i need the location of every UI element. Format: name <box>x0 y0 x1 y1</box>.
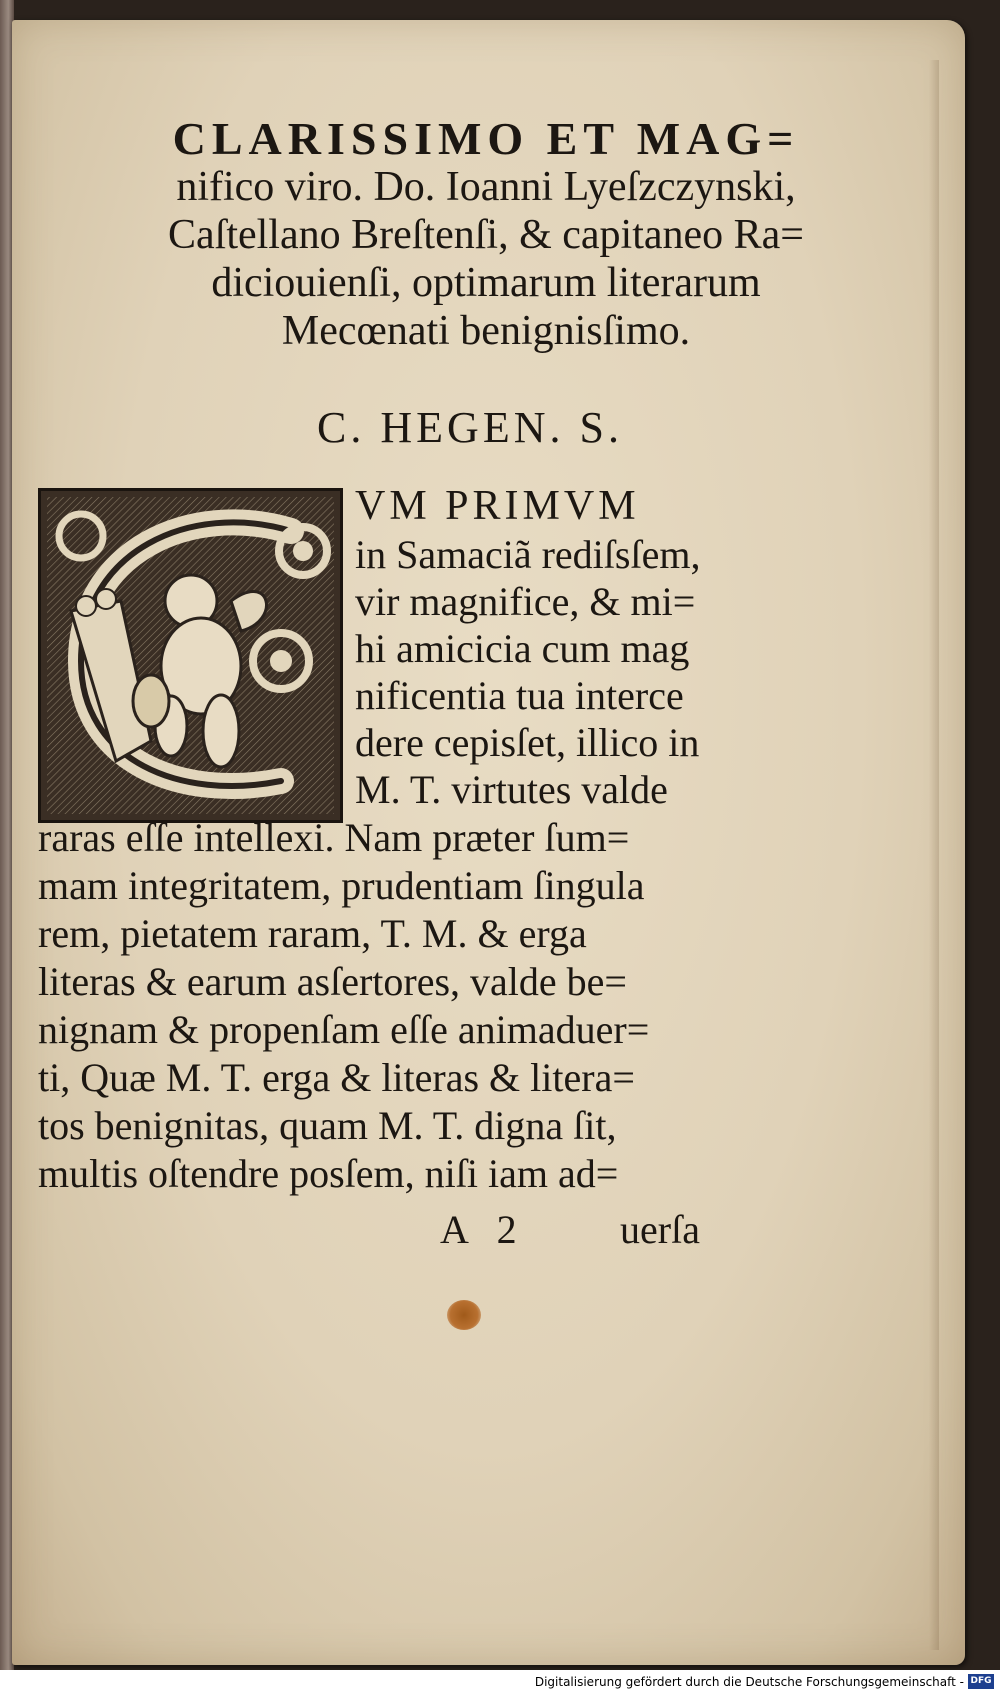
text-line-8: raras eſſe intellexi. Nam præter ſum= <box>38 815 630 860</box>
text-line-3: vir magnifice, & mi= <box>355 579 696 624</box>
ink-stain <box>447 1300 481 1330</box>
text-line-11: literas & earum asſertores, valde be= <box>38 959 627 1004</box>
text-line-7: M. T. virtutes valde <box>355 767 668 812</box>
heading-line-4: diciouienſi, optimarum literarum <box>211 260 761 306</box>
footer-credit: Digitalisierung gefördert durch die Deutsche Forschungsgemeinschaft - <box>534 1675 964 1689</box>
footer-bar <box>0 1670 1000 1695</box>
text-line-15: multis oſtendre posſem, niſi iam ad= <box>38 1151 619 1196</box>
decorated-initial-woodcut <box>38 488 343 823</box>
heading-line-5: Mecœnati benignisſimo. <box>281 308 691 354</box>
text-line-14: tos benignitas, quam M. T. digna ſit, <box>38 1103 617 1148</box>
text-line-13: ti, Quæ M. T. erga & literas & litera= <box>38 1055 635 1100</box>
catchword: uerſa <box>620 1207 700 1252</box>
dfg-logo: DFG <box>968 1674 994 1689</box>
woodcut-illustration <box>41 491 340 820</box>
heading-line-1: CLARISSIMO ET MAG= <box>172 113 800 164</box>
text-line-12: nignam & propenſam eſſe animaduer= <box>38 1007 650 1052</box>
greeting: C. HEGEN. S. <box>317 403 623 452</box>
text-line-4: hi amicicia cum mag <box>355 626 690 671</box>
heading-line-2: nifico viro. Do. Ioanni Lyeſzczynski, <box>176 164 796 210</box>
heading-line-3: Caſtellano Breſtenſi, & capitaneo Ra= <box>168 212 804 258</box>
text-line-10: rem, pietatem raram, T. M. & erga <box>38 911 587 956</box>
signature-mark: A 2 <box>440 1207 527 1252</box>
text-line-2: in Samaciã rediſsſem, <box>355 532 701 577</box>
text-line-6: dere cepisſet, illico in <box>355 720 700 765</box>
text-line-9: mam integritatem, prudentiam ſingula <box>38 863 645 908</box>
text-line-1: VM PRIMVM <box>355 483 640 529</box>
text-line-5: nificentia tua interce <box>355 673 684 718</box>
